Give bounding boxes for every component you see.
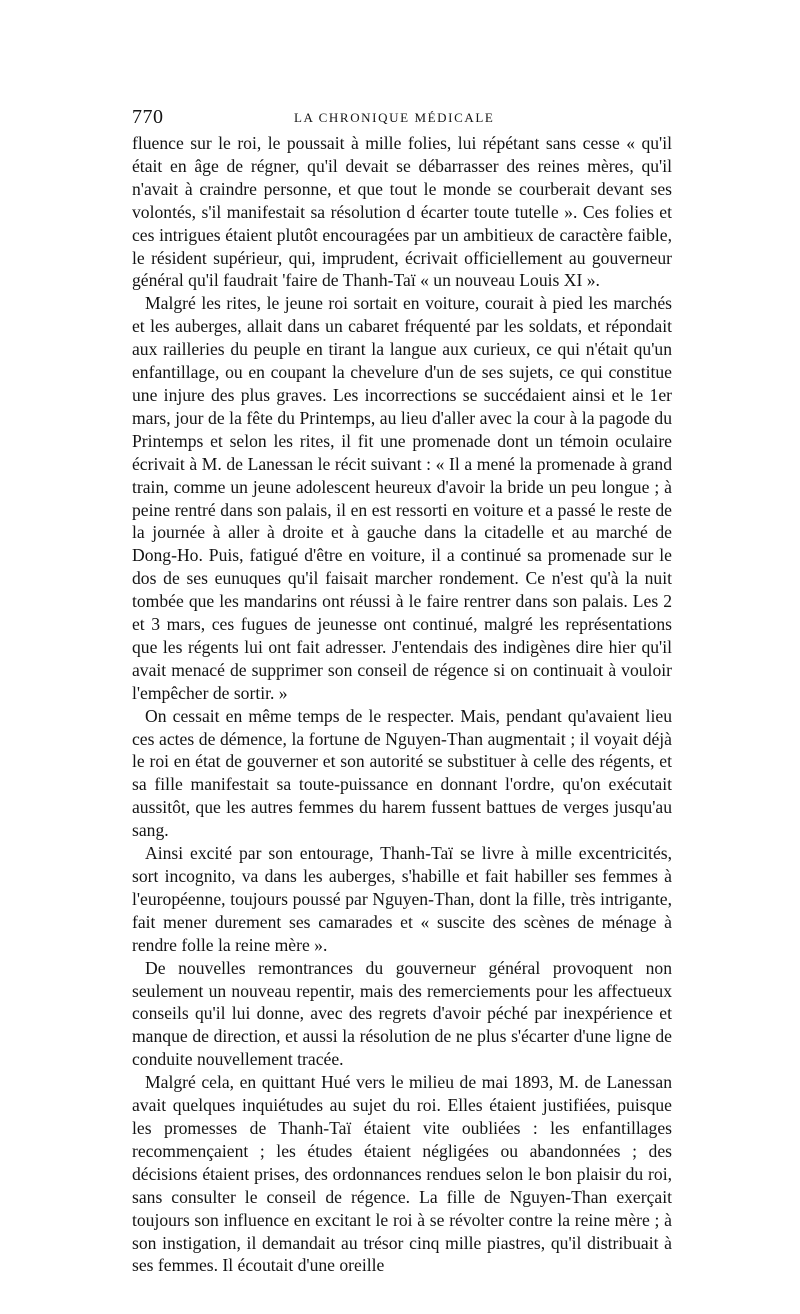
body-text xyxy=(132,132,672,1277)
journal-title: LA CHRONIQUE MÉDICALE xyxy=(294,110,495,125)
paragraph: Malgré les rites, le jeune roi sortait en voiture, courait à pied les marchés et les auberges, allait dans un cabaret fréquenté par les soldats, et répondait aux railleries du peuple en tirant la langue aux curieux, ce qui n'était qu'un enfantillage, ou en coupant la chevelure d'un de ses sujets, ce qui constitue une injure des plus graves. Les incorrections se succédaient ainsi et le 1er mars, jour de la fête du Printemps, au lieu d'aller avec la cour à la pagode du Printemps et selon les rites, il fit une promenade dont un témoin oculaire écrivait à M. de Lanessan le récit suivant : « Il a mené la promenade à grand train, comme un jeune adolescent heureux d'avoir la bride un peu longue ; à peine rentré dans son palais, il en est ressorti en voiture et a passé le reste de la journée à aller à droite et à gauche dans la citadelle et au marché de Dong-Ho. Puis, fatigué d'être en voiture, il a continué sa promenade sur le dos de ses eunuques qu'il faisait marcher rondement. Ce n'est qu'à la nuit tombée que les mandarins ont réussi à le faire rentrer dans son palais. Les 2 et 3 mars, ces fugues de jeunesse ont continué, malgré les représentations que les régents lui ont fait adresser. J'entendais des indigènes dire hier qu'il avait menacé de supprimer son conseil de régence si on continuait à vouloir l'empêcher de sortir. » xyxy=(132,293,672,703)
paragraph: De nouvelles remontrances du gouverneur général provoquent non seulement un nouveau repentir, mais des remerciements pour les affectueux conseils qu'il lui donne, avec des regrets d'avoir péché par inexpérience et manque de direction, et aussi la résolution de ne plus s'écarter d'une ligne de conduite nouvellement tracée. xyxy=(132,957,672,1070)
running-head xyxy=(132,104,672,132)
paragraph: Malgré cela, en quittant Hué vers le milieu de mai 1893, M. de Lanessan avait quelques inquiétudes au sujet du roi. Elles étaient justifiées, puisque les promesses de Thanh-Taï étaient vite oubliées : les enfantillages recommençaient ; les études étaient négligées ou abandonnées ; des décisions étaient prises, des ordonnances rendues selon le bon plaisir du roi, sans consulter le conseil de régence. La fille de Nguyen-Than exerçait toujours son influence en excitant le roi à se révolter contre la reine mère ; à son instigation, il demandait au trésor cinq mille piastres, qu'il distribuait à ses femmes. Il écoutait d'une oreille xyxy=(132,1072,672,1276)
paragraph-continued: fluence sur le roi, le poussait à mille folies, lui répétant sans cesse « qu'il était en âge de régner, qu'il devait se débarrasser des reines mères, qu'il n'avait à craindre personne, et que tout le monde se courberait devant ses volontés, s'il manifestait sa résolution d écarter toute tutelle ». Ces folies et ces intrigues étaient plutôt encouragées par un ambitieux de caractère faible, le résident supérieur, qui, imprudent, écrivait officiellement au gouverneur général qu'il faudrait 'faire de Thanh-Taï « un nouveau Louis XI ». xyxy=(132,133,672,291)
book-page xyxy=(132,104,672,1277)
paragraph: Ainsi excité par son entourage, Thanh-Taï se livre à mille excentricités, sort incognito, va dans les auberges, s'habille et fait habiller ses femmes à l'européenne, toujours poussé par Nguyen-Than, dont la fille, très intrigante, fait mener durement ses camarades et « suscite des scènes de ménage à rendre folle la reine mère ». xyxy=(132,843,672,955)
page-number: 770 xyxy=(132,106,164,128)
paragraph: On cessait en même temps de le respecter. Mais, pendant qu'avaient lieu ces actes de démence, la fortune de Nguyen-Than augmentait ; il voyait déjà le roi en état de gouverner et son autorité se substituer à celle des régents, et sa fille manifestait sa toute-puissance en donnant l'ordre, qu'on exécutait aussitôt, que les autres femmes du harem fussent battues de verges jusqu'au sang. xyxy=(132,705,672,841)
